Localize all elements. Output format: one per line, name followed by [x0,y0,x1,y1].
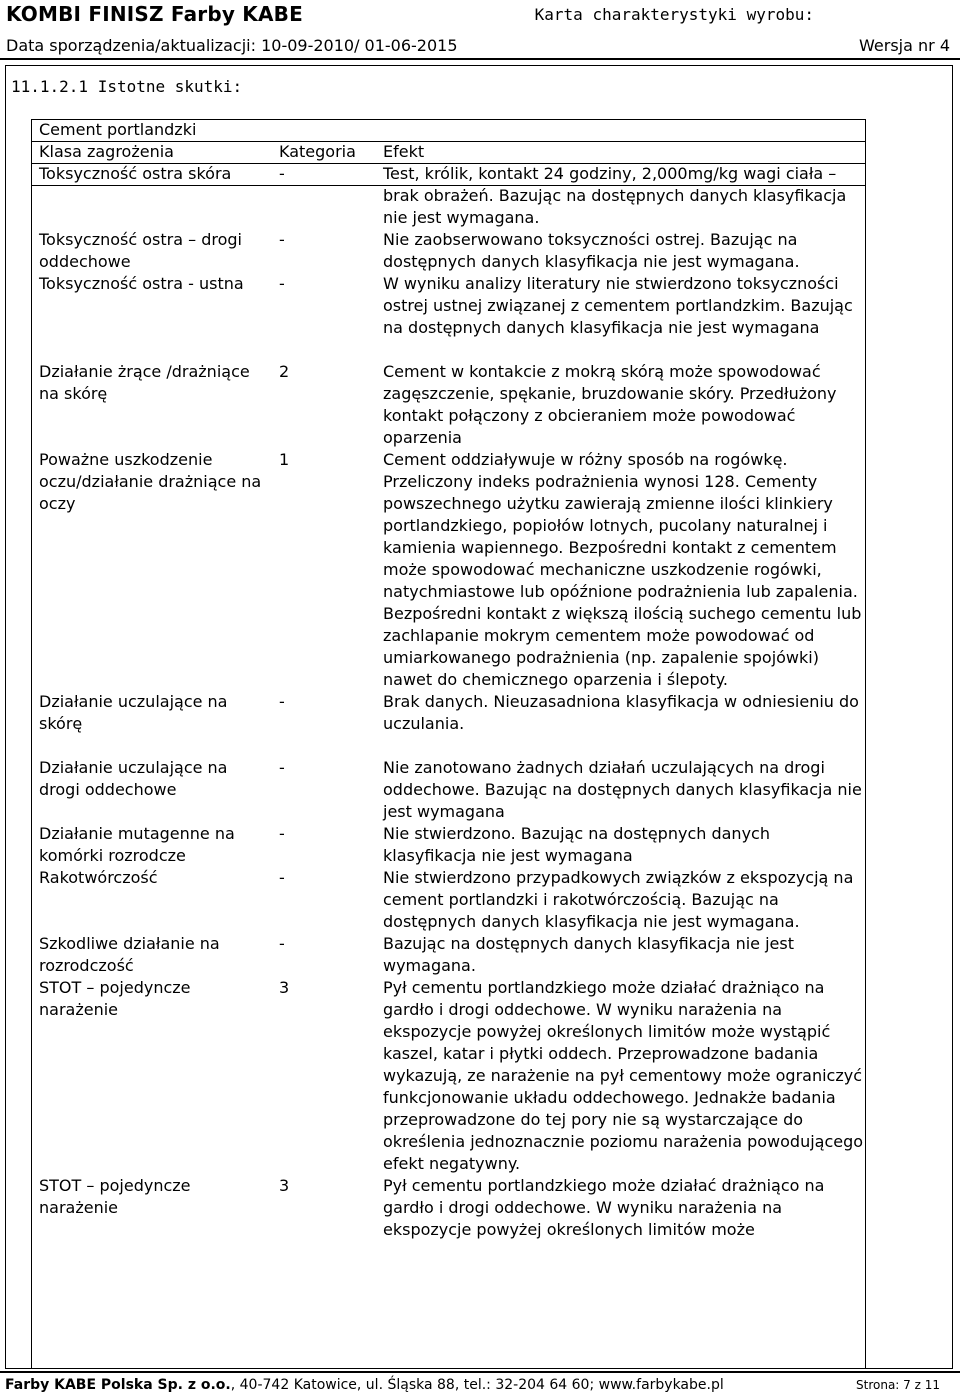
hazard-category: - [279,230,285,249]
table-row [31,977,866,1175]
hazard-category: - [279,164,285,183]
column-header-effect: Efekt [383,142,425,161]
hazard-effect: Nie stwierdzono. Bazując na dostępnych danych klasyfikacja nie jest wymagana [383,824,770,865]
hazard-class: Toksyczność ostra skóra [39,164,232,183]
hazard-effect: Nie stwierdzono przypadkowych związków z ekspozycją na cement portlandzki i rakotwórczością. Bazując na dostępnych danych klasyfikacja nie jest wymagana. [383,868,854,931]
footer-contact: , 40-742 Katowice, ul. Śląska 88, tel.: 32-204 64 60; www.farbykabe.pl [230,1377,724,1393]
hazard-class: Działanie uczulające na skórę [39,692,228,733]
hazard-effect: Test, królik, kontakt 24 godziny, 2,000mg/kg wagi ciała – brak obrażeń. Bazując na dostępnych danych klasyfikacja nie jest wymagana. [383,164,847,227]
footer-company: Farby KABE Polska Sp. z o.o. [5,1377,231,1393]
section-title: 11.1.2.1 Istotne skutki: [11,77,243,96]
hazard-class: Poważne uszkodzenie oczu/działanie drażniące na oczy [39,450,262,513]
hazard-class: STOT – pojedyncze narażenie [39,978,191,1019]
column-header-category: Kategoria [279,142,356,161]
hazard-category: - [279,692,285,711]
hazard-class: Szkodliwe działanie na rozrodczość [39,934,220,975]
table-row [31,933,866,977]
hazard-effect: Bazując na dostępnych danych klasyfikacja nie jest wymagana. [383,934,794,975]
substance-name: Cement portlandzki [39,120,197,139]
hazard-effect: Cement oddziaływuje w różny sposób na rogówkę. Przeliczony indeks podrażnienia wynosi 128. Cementy powszechnego użytku zawierają zmienne ilości klinkiery portlandzkiego, popiołów lotnych, pucolany naturalnej i kamienia wapiennego. Bezpośredni kontakt z cementem może spowodować mechaniczne uszkodzenie rogówki, natychmiastowe lub opóźnione podrażnienia lub zapalenia. Bezpośredni kontakt z większą ilością suchego cementu lub zachlapanie mokrym cementem może powodować od umiarkowanego podrażnienia (np. zapalenie spojówki) nawet do chemicznego oparzenia i ślepoty. [383,450,862,689]
hazard-class: Działanie żrące /drażniące na skórę [39,362,250,403]
footer-address [5,1377,724,1393]
table-row [31,163,866,229]
hazard-class: Działanie uczulające na drogi oddechowe [39,758,228,799]
column-header-class: Klasa zagrożenia [39,142,174,161]
table-rule [31,163,866,164]
table-rule [31,141,866,142]
table-row [31,449,866,691]
content-frame [5,65,953,1369]
hazard-category: - [279,934,285,953]
hazard-effect: W wyniku analizy literatury nie stwierdzono toksyczności ostrej ustnej związanej z cementem portlandzkim. Bazując na dostępnych danych klasyfikacja nie jest wymagana [383,274,853,337]
header-divider [0,58,960,60]
table-row [31,867,866,933]
hazard-class: Działanie mutagenne na komórki rozrodcze [39,824,235,865]
table-row [31,229,866,273]
hazard-effect: Pył cementu portlandzkiego może działać drażniąco na gardło i drogi oddechowe. W wyniku narażenia na ekspozycje powyżej określonych limitów może wystąpić kaszel, katar i płytki oddech. Przeprowadzone badania wykazują, ze narażenie na pył cementowy może ograniczyć funkcjonowanie układu oddechowego. Jednakże badania przeprowadzone do tej pory nie są wystarczające do określenia jednoznacznie poziomu narażenia powodującego efekt negatywny. [383,978,864,1173]
table-row [31,757,866,823]
table-row [31,361,866,449]
hazard-class: STOT – pojedyncze narażenie [39,1176,191,1217]
document-type: Karta charakterystyki wyrobu: [534,5,814,24]
hazard-category: 3 [279,978,290,997]
hazard-class: Toksyczność ostra – drogi oddechowe [39,230,242,271]
hazard-category: 3 [279,1176,290,1195]
hazard-category: - [279,824,285,843]
hazard-effect: Pył cementu portlandzkiego może działać drażniąco na gardło i drogi oddechowe. W wyniku narażenia na ekspozycje powyżej określonych limitów może [383,1176,825,1239]
table-row [31,273,866,361]
table-rule [31,185,866,186]
page-number: Strona: 7 z 11 [856,1378,940,1392]
hazard-category: - [279,868,285,887]
document-date: Data sporządzenia/aktualizacji: 10-09-2010/ 01-06-2015 [6,36,458,55]
hazard-category: - [279,758,285,777]
hazard-category: 2 [279,362,290,381]
hazard-category: 1 [279,450,290,469]
hazard-class: Rakotwórczość [39,868,158,887]
document-version: Wersja nr 4 [859,36,950,55]
table-row [31,823,866,867]
hazard-effect: Brak danych. Nieuzasadniona klasyfikacja w odniesieniu do uczulania. [383,692,859,733]
effects-table [31,119,866,1241]
hazard-effect: Nie zanotowano żadnych działań uczulających na drogi oddechowe. Bazując na dostępnych danych klasyfikacja nie jest wymagana [383,758,862,821]
document-footer [0,1371,960,1395]
hazard-effect: Cement w kontakcie z mokrą skórą może spowodować zagęszczenie, spękanie, bruzdowanie skóry. Przedłużony kontakt połączony z obcieraniem może powodować oparzenia [383,362,837,447]
table-header-row [31,141,866,163]
table-row [31,1175,866,1241]
hazard-effect: Nie zaobserwowano toksyczności ostrej. Bazując na dostępnych danych klasyfikacja nie jest wymagana. [383,230,800,271]
hazard-category: - [279,274,285,293]
hazard-class: Toksyczność ostra - ustna [39,274,244,293]
company-name: KOMBI FINISZ Farby KABE [6,2,303,26]
table-row [31,691,866,757]
table-row-substance [31,119,866,141]
